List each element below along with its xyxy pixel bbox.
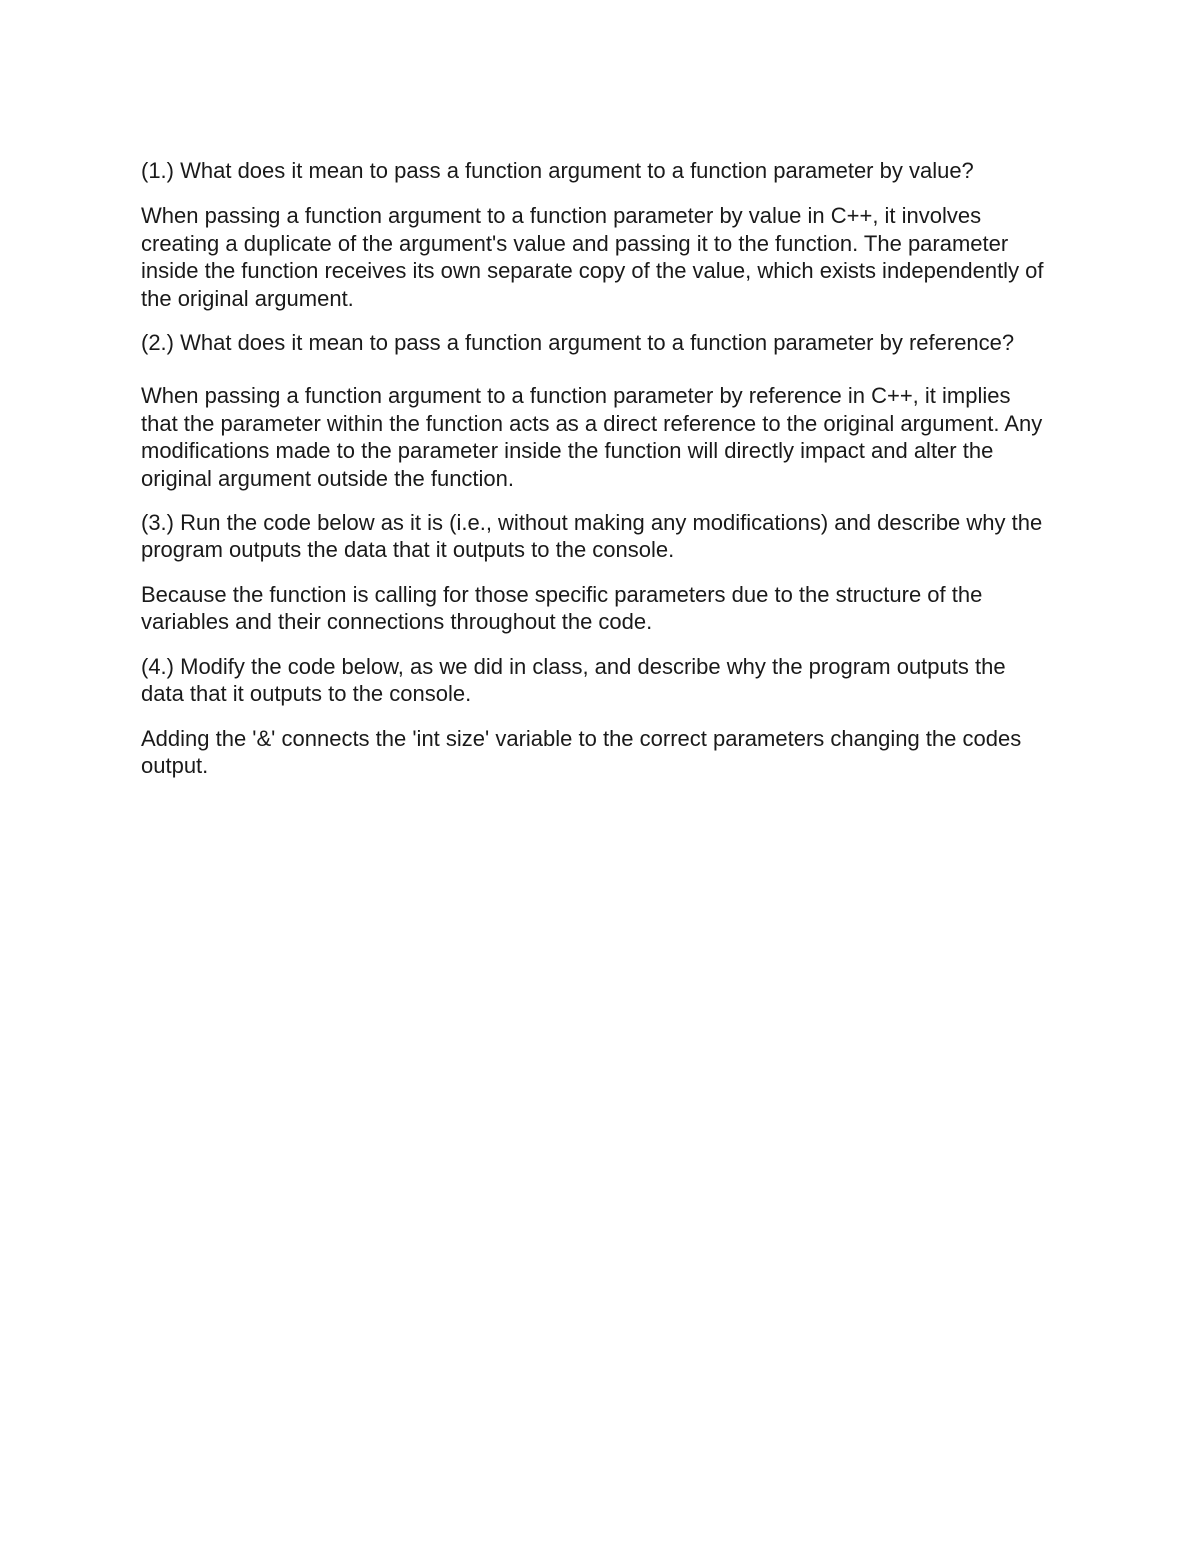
- question-1: (1.) What does it mean to pass a function argument to a function parameter by value?: [141, 158, 974, 183]
- answer-2: When passing a function argument to a function parameter by reference in C++, it implies that the parameter within the function acts as a direct reference to the original argument. Any modifications made to the parameter inside the function will directly impact and alter the original argument outside the function.: [141, 383, 1043, 491]
- question-2: (2.) What does it mean to pass a function argument to a function parameter by reference?: [141, 330, 1015, 356]
- question-4: (4.) Modify the code below, as we did in class, and describe why the program outputs the data that it outputs to the console.: [141, 653, 1006, 707]
- answer-3: Because the function is calling for those specific parameters due to the structure of the variables and their connections throughout the code.: [141, 581, 983, 635]
- answer-1: When passing a function argument to a function parameter by value in C++, it involves creating a duplicate of the argument's value and passing it to the function. The parameter inside the function receives its own separate copy of the value, which exists independently of the original argument.: [141, 203, 1044, 311]
- question-3: (3.) Run the code below as it is (i.e., without making any modifications) and describe why the program outputs the data that it outputs to the console.: [141, 510, 1043, 563]
- answer-4: Adding the '&' connects the 'int size' variable to the correct parameters changing the codes output.: [141, 725, 1022, 778]
- document-body: [141, 157, 1051, 779]
